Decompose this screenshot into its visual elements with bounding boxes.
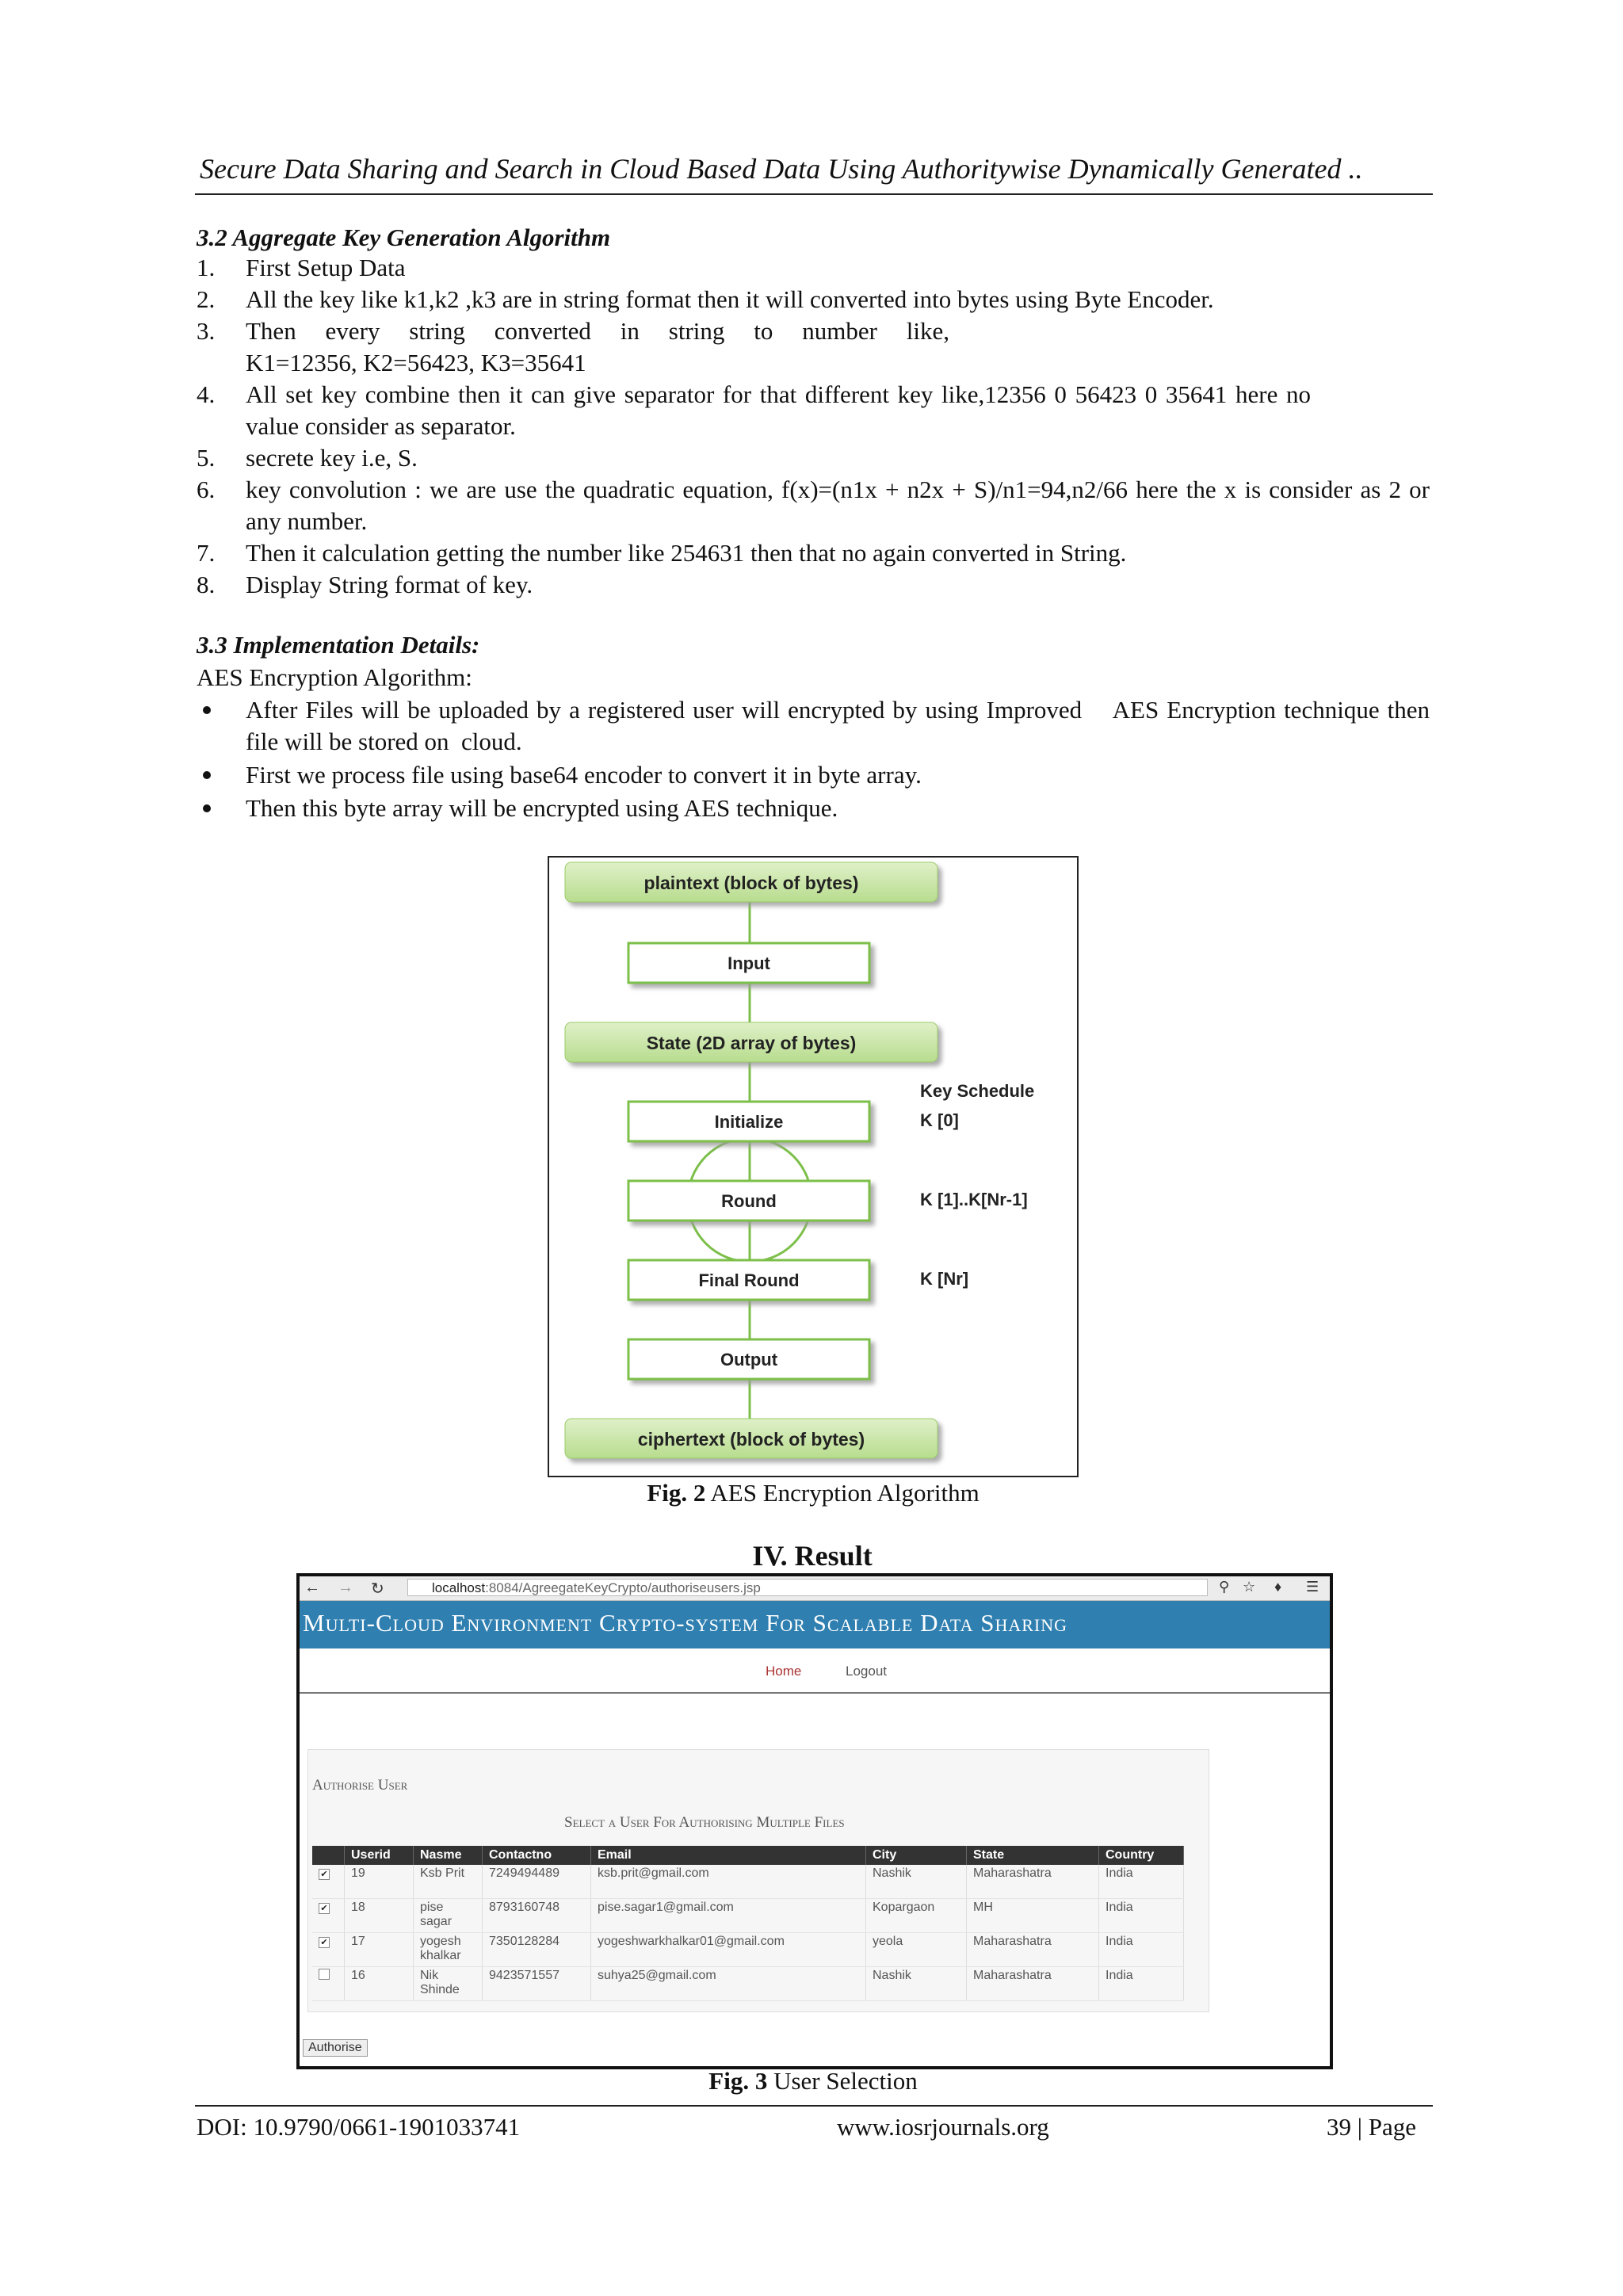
cell-country: India (1099, 1967, 1184, 2001)
user-selection-screenshot (296, 1573, 1333, 2069)
cell-contact: 8793160748 (483, 1899, 591, 1933)
key-round-label: K [1]..K[Nr-1] (920, 1190, 1028, 1209)
cell-email: suhya25@gmail.com (591, 1967, 866, 2001)
table-header-row (312, 1846, 1184, 1865)
cell-name: yogesh khalkar (414, 1933, 483, 1967)
ciphertext-label: ciphertext (block of bytes) (637, 1429, 865, 1450)
state-box (565, 1022, 938, 1062)
initialize-label: Initialize (714, 1112, 784, 1132)
table-row (312, 1967, 1184, 2001)
list-text: First Setup Data (246, 254, 406, 281)
row-checkbox[interactable]: ✔ (319, 1869, 330, 1880)
list-number: 7. (197, 539, 216, 567)
authorise-button[interactable]: Authorise (303, 2039, 368, 2057)
table-row (312, 1865, 1184, 1899)
users-table (312, 1846, 1184, 2001)
row-checkbox[interactable]: ✔ (319, 1903, 330, 1914)
list-item (197, 284, 1430, 315)
state-label: State (2D array of bytes) (646, 1033, 857, 1053)
cell-country: India (1099, 1933, 1184, 1967)
bullet-item (197, 694, 1436, 758)
column-header: Contactno (483, 1846, 591, 1865)
bullet-dot (203, 771, 211, 779)
table-row (312, 1933, 1184, 1967)
column-header (312, 1846, 345, 1865)
table-row (312, 1899, 1184, 1933)
cell-state: Maharashatra (967, 1967, 1099, 2001)
list-text: key convolution : we are use the quadratic equation, f(x)=(n1x + n2x + S)/n1=94,n2/66 here the x is consider as 2 or any number. (246, 476, 1430, 535)
cell-state: Maharashatra (967, 1933, 1099, 1967)
cell-country: India (1099, 1865, 1184, 1899)
key-schedule-title: Key Schedule (920, 1081, 1035, 1101)
forward-arrow-icon[interactable]: → (338, 1579, 353, 1596)
final-round-label: Final Round (698, 1270, 800, 1290)
aes-flowchart (549, 858, 1077, 1476)
cell-email: pise.sagar1@gmail.com (591, 1899, 866, 1933)
column-header: Country (1099, 1846, 1184, 1865)
initialize-box (628, 1102, 869, 1141)
figure-3-caption (548, 2067, 1079, 2095)
cell-userid: 16 (345, 1967, 414, 2001)
menu-icon[interactable]: ☰ (1306, 1579, 1319, 1595)
nav-divider (300, 1692, 1330, 1694)
figure-3-text: User Selection (773, 2067, 918, 2095)
figure-3-label: Fig. 3 (708, 2067, 768, 2095)
cell-city: yeola (866, 1933, 967, 1967)
plaintext-box (565, 862, 938, 902)
list-item (197, 379, 1430, 442)
reload-icon[interactable]: ↻ (371, 1580, 384, 1598)
cell-contact: 7249494489 (483, 1865, 591, 1899)
list-text: All the key like k1,k2 ,k3 are in string format then it will converted into bytes using Byte Encoder. (246, 285, 1214, 313)
running-title: Secure Data Sharing and Search in Cloud Based Data Using Authoritywise Dynamically Generated .. (200, 153, 1363, 185)
column-header: Nasme (414, 1846, 483, 1865)
cell-name: Nik Shinde (414, 1967, 483, 2001)
cell-email: yogeshwarkhalkar01@gmail.com (591, 1933, 866, 1967)
list-number: 8. (197, 571, 216, 598)
bullet-text: After Files will be uploaded by a registered user will encrypted by using Improved AES Encryption technique then file will be stored on cloud. (246, 696, 1436, 755)
cell-city: Kopargaon (866, 1899, 967, 1933)
cell-userid: 17 (345, 1933, 414, 1967)
list-number: 4. (197, 380, 216, 408)
output-label: Output (720, 1350, 778, 1370)
bullet-dot (203, 804, 211, 812)
implementation-bullets (197, 694, 1436, 824)
list-text: Then it calculation getting the number like 254631 then that no again converted in String. (246, 539, 1127, 567)
list-item (197, 252, 1430, 284)
algorithm-steps-list (197, 252, 1430, 601)
url-path: :8084/AgreegateKeyCrypto/authoriseusers.jsp (485, 1580, 761, 1595)
list-number: 5. (197, 444, 216, 472)
browser-toolbar (300, 1576, 1330, 1601)
cell-city: Nashik (866, 1865, 967, 1899)
column-header: Userid (345, 1846, 414, 1865)
zoom-icon[interactable]: ⚲ (1219, 1579, 1230, 1595)
list-number: 1. (197, 254, 216, 281)
column-header: State (967, 1846, 1099, 1865)
cell-email: ksb.prit@gmail.com (591, 1865, 866, 1899)
result-heading: IV. Result (752, 1540, 873, 1572)
header-divider (195, 193, 1433, 195)
cell-name: pise sagar (414, 1899, 483, 1933)
plaintext-label: plaintext (block of bytes) (643, 873, 859, 893)
list-item (197, 569, 1430, 601)
aes-flowchart-figure (548, 856, 1079, 1477)
cell-state: Maharashatra (967, 1865, 1099, 1899)
footer-page: 39 | Page (1327, 2113, 1416, 2141)
list-item (197, 347, 1430, 379)
aes-intro: AES Encryption Algorithm: (197, 663, 472, 691)
round-label: Round (721, 1191, 777, 1211)
list-number: 3. (197, 317, 216, 345)
cell-contact: 9423571557 (483, 1967, 591, 2001)
footer-doi: DOI: 10.9790/0661-1901033741 (197, 2113, 521, 2141)
cell-country: India (1099, 1899, 1184, 1933)
url-host: localhost (432, 1580, 486, 1595)
logout-link[interactable]: Logout (846, 1664, 887, 1679)
list-number: 6. (197, 476, 216, 503)
final-round-box (628, 1260, 869, 1300)
cell-state: MH (967, 1899, 1099, 1933)
bullet-item (197, 793, 1430, 824)
panel-subtitle: Select a User For Authorising Multiple Files (564, 1814, 845, 1831)
back-arrow-icon[interactable]: ← (304, 1579, 320, 1596)
column-header: City (866, 1846, 967, 1865)
figure-2-label: Fig. 2 (647, 1479, 706, 1507)
cell-userid: 18 (345, 1899, 414, 1933)
key-final-label: K [Nr] (920, 1269, 969, 1289)
figure-2-caption (548, 1479, 1079, 1507)
figure-2-text: AES Encryption Algorithm (710, 1479, 980, 1507)
list-item (197, 315, 1430, 347)
output-box (628, 1339, 869, 1379)
dropbox-icon[interactable]: ♦ (1274, 1579, 1282, 1595)
list-item (197, 442, 1430, 474)
cell-city: Nashik (866, 1967, 967, 2001)
section-3-3-heading: 3.3 Implementation Details: (197, 631, 480, 659)
app-banner: Multi-Cloud Environment Crypto-system For Scalable Data Sharing (300, 1601, 1330, 1648)
list-text: K1=12356, K2=56423, K3=35641 (246, 349, 586, 376)
home-link[interactable]: Home (766, 1664, 802, 1679)
address-bar[interactable] (407, 1579, 1208, 1596)
ciphertext-box (565, 1419, 938, 1458)
column-header: Email (591, 1846, 866, 1865)
bullet-text: First we process file using base64 encoder to convert it in byte array. (246, 761, 922, 789)
key-k0-label: K [0] (920, 1110, 959, 1130)
cell-userid: 19 (345, 1865, 414, 1899)
list-item (197, 474, 1430, 537)
footer-site: www.iosrjournals.org (837, 2113, 1049, 2141)
row-checkbox[interactable] (319, 1969, 330, 1980)
bullet-dot (203, 706, 211, 714)
input-label: Input (727, 953, 770, 973)
round-box (628, 1181, 869, 1221)
panel-title: Authorise User (312, 1777, 408, 1794)
input-box (628, 943, 869, 983)
section-3-2-heading: 3.2 Aggregate Key Generation Algorithm (197, 223, 611, 251)
cell-contact: 7350128284 (483, 1933, 591, 1967)
list-text: All set key combine then it can give separator for that different key like,12356 0 56423 0 35641 here no value consider as separator. (246, 380, 1311, 440)
list-number: 2. (197, 285, 216, 313)
footer-divider (195, 2105, 1433, 2107)
star-icon[interactable]: ☆ (1243, 1579, 1256, 1595)
list-text: Then every string converted in string to number like, (246, 317, 949, 345)
list-text: secrete key i.e, S. (246, 444, 418, 472)
bullet-text: Then this byte array will be encrypted using AES technique. (246, 794, 838, 822)
row-checkbox[interactable]: ✔ (319, 1937, 330, 1948)
bullet-item (197, 759, 1430, 791)
list-item (197, 537, 1430, 569)
list-text: Display String format of key. (246, 571, 533, 598)
cell-name: Ksb Prit (414, 1865, 483, 1899)
